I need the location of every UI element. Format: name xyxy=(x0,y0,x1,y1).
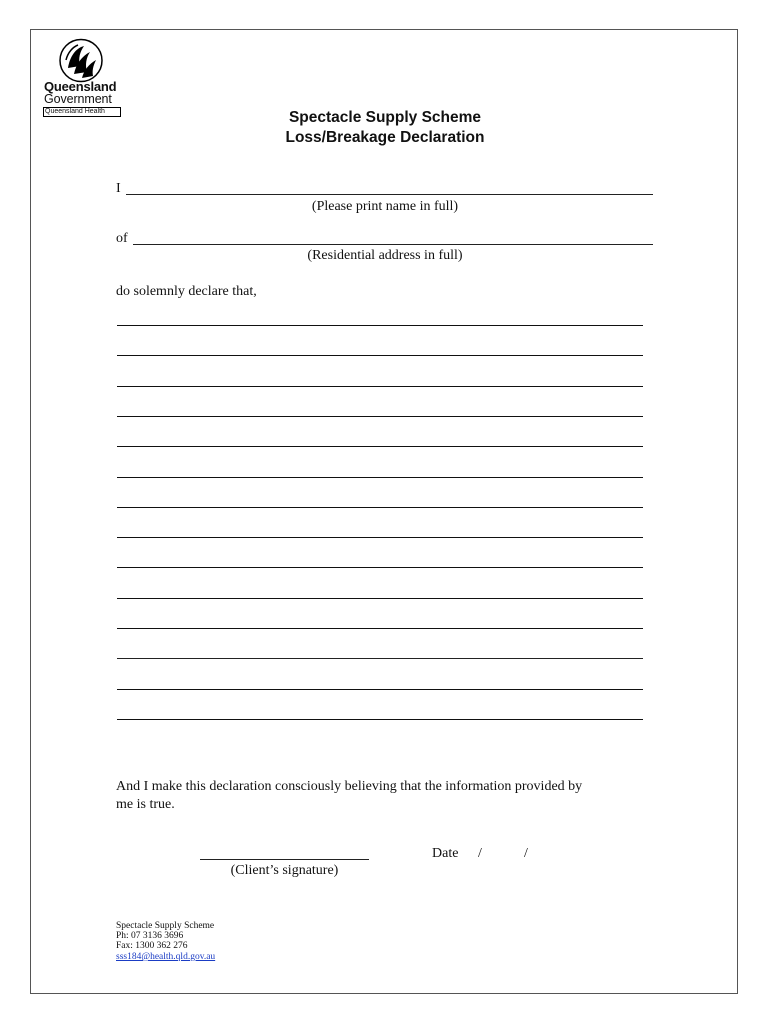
footer-phone: Ph: 07 3136 3696 xyxy=(116,931,184,941)
address-prefix: of xyxy=(116,231,128,246)
declaration-line[interactable] xyxy=(117,386,643,387)
declaration-line[interactable] xyxy=(117,537,643,538)
signature-field-line[interactable] xyxy=(200,859,369,860)
footer-scheme-name: Spectacle Supply Scheme xyxy=(116,921,215,931)
date-label: Date xyxy=(432,846,459,861)
name-field-line[interactable] xyxy=(126,194,653,195)
address-hint: (Residential address in full) xyxy=(307,248,463,263)
declaration-line[interactable] xyxy=(117,567,643,568)
declaration-line[interactable] xyxy=(117,507,643,508)
declaration-line[interactable] xyxy=(117,628,643,629)
declaration-line[interactable] xyxy=(117,325,643,326)
date-separator-1: / xyxy=(478,846,482,861)
name-prefix: I xyxy=(116,181,121,196)
queensland-emblem-icon xyxy=(58,38,104,83)
form-page xyxy=(30,29,738,994)
declaration-line[interactable] xyxy=(117,416,643,417)
form-title: Spectacle Supply Scheme xyxy=(288,109,482,126)
signature-hint: (Client’s signature) xyxy=(230,863,339,878)
declare-text: do solemnly declare that, xyxy=(116,284,257,299)
closing-statement-line1: And I make this declaration consciously believing that the information provided by xyxy=(116,779,583,794)
declaration-line[interactable] xyxy=(117,689,643,690)
address-field-line[interactable] xyxy=(133,244,653,245)
queensland-government-logo xyxy=(43,38,123,118)
footer-email-wrap xyxy=(116,952,215,963)
declaration-line[interactable] xyxy=(117,719,643,720)
declaration-line[interactable] xyxy=(117,446,643,447)
date-separator-2: / xyxy=(524,846,528,861)
logo-text-queensland: Queensland xyxy=(44,79,117,94)
footer-fax: Fax: 1300 362 276 xyxy=(116,941,188,951)
form-subtitle: Loss/Breakage Declaration xyxy=(285,129,485,146)
name-hint: (Please print name in full) xyxy=(311,199,459,214)
footer-email-link[interactable]: sss184@health.qld.gov.au xyxy=(116,952,216,962)
logo-text-queensland-health: Queensland Health xyxy=(43,107,121,117)
declaration-line[interactable] xyxy=(117,477,643,478)
declaration-line[interactable] xyxy=(117,658,643,659)
declaration-line[interactable] xyxy=(117,598,643,599)
logo-text-government: Government xyxy=(44,92,112,106)
declaration-line[interactable] xyxy=(117,355,643,356)
closing-statement-line2: me is true. xyxy=(116,797,175,812)
